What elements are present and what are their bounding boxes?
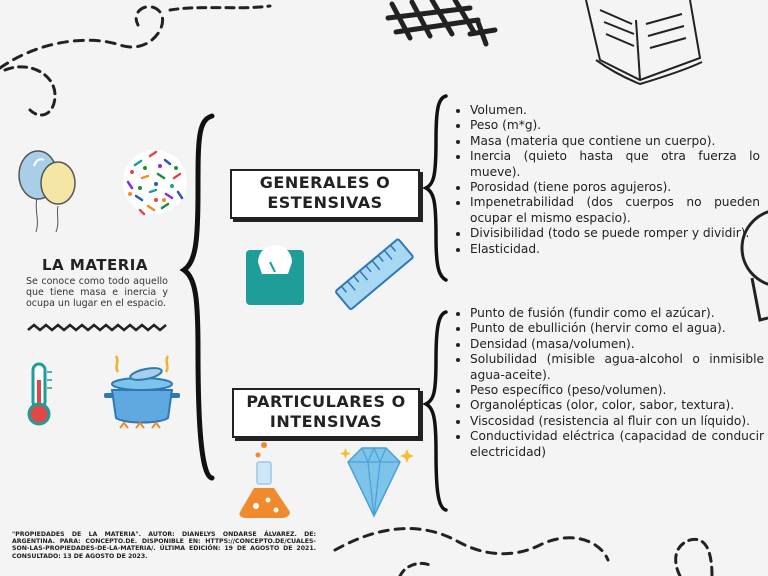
matter-definition: Se conoce como todo aquello que tiene masa e inercia y ocupa un lugar en el espacio.: [26, 276, 168, 309]
dashed-curve-top: [170, 6, 270, 10]
list-item: • Impenetrabilidad (dos cuerpos no pueden ocupar el mismo espacio).: [470, 195, 760, 226]
list-item: • Porosidad (tiene poros agujeros).: [470, 180, 760, 195]
confetti-sphere-icon: [123, 150, 187, 214]
category-heading-line1: PARTICULARES O: [246, 392, 406, 411]
dashed-curve-left: [5, 67, 55, 115]
ruler-icon: [335, 239, 413, 310]
dashed-curve-bottom-right: [676, 539, 712, 576]
balloons-icon: [19, 151, 75, 232]
bathroom-scale-icon: [246, 245, 304, 305]
hatch-doodle: [388, 0, 495, 44]
list-item: • Peso (m*g).: [470, 118, 760, 133]
category-heading-line1: GENERALES O: [259, 173, 391, 192]
book-icon: [586, 0, 702, 84]
category-heading-line2: ESTENSIVAS: [267, 193, 383, 212]
list-item: • Viscosidad (resistencia al fluir con un líquido).: [470, 414, 764, 429]
generales-properties-list: [454, 103, 760, 257]
dashed-curve-top-left: [0, 7, 163, 68]
diamond-icon: [340, 448, 414, 516]
brace-particulares: [426, 312, 446, 510]
boiling-pot-icon: [104, 356, 180, 428]
list-item: • Solubilidad (misible agua-alcohol o inmisible agua-aceite).: [470, 352, 764, 383]
category-box-particulares: [232, 388, 420, 438]
list-item: • Peso específico (peso/volumen).: [470, 383, 764, 398]
brace-generales: [426, 96, 446, 280]
particulares-properties-list: [454, 306, 764, 460]
list-item: • Organolépticas (olor, color, sabor, textura).: [470, 398, 764, 413]
flask-icon: [239, 442, 290, 518]
dashed-curve-bottom-mid: [400, 563, 432, 576]
source-citation: "PROPIEDADES DE LA MATERIA". AUTOR: DIANELYS ONDARSE ÁLVAREZ. DE: ARGENTINA. PARA: CONCEPTO.DE. DISPONIBLE EN: HTTPS://CONCEPTO.DE/CUALES-SON-LAS-PROPIEDADES-DE-LA-MATERIA/. ÚLTIMA EDICIÓN: 19 DE AGOSTO DE 2021. CONSULTADO: 13 DE AGOSTO DE 2023.: [12, 531, 316, 560]
list-item: • Divisibilidad (todo se puede romper y dividir).: [470, 226, 760, 241]
category-box-generales: [230, 169, 420, 219]
page-title: LA MATERIA: [42, 256, 148, 274]
wavy-underline: [28, 325, 166, 330]
category-heading-line2: INTENSIVAS: [269, 412, 383, 431]
thermometer-icon: [29, 364, 52, 424]
brace-main: [184, 116, 212, 478]
list-item: • Conductividad eléctrica (capacidad de conducir electricidad): [470, 429, 764, 460]
list-item: • Punto de fusión (fundir como el azúcar).: [470, 306, 764, 321]
list-item: • Volumen.: [470, 103, 760, 118]
list-item: • Inercia (quieto hasta que otra fuerza lo mueve).: [470, 149, 760, 180]
list-item: • Elasticidad.: [470, 242, 760, 257]
dashed-curve-bottom: [335, 529, 608, 560]
list-item: • Densidad (masa/volumen).: [470, 337, 764, 352]
list-item: • Masa (materia que contiene un cuerpo).: [470, 134, 760, 149]
list-item: • Punto de ebullición (hervir como el agua).: [470, 321, 764, 336]
